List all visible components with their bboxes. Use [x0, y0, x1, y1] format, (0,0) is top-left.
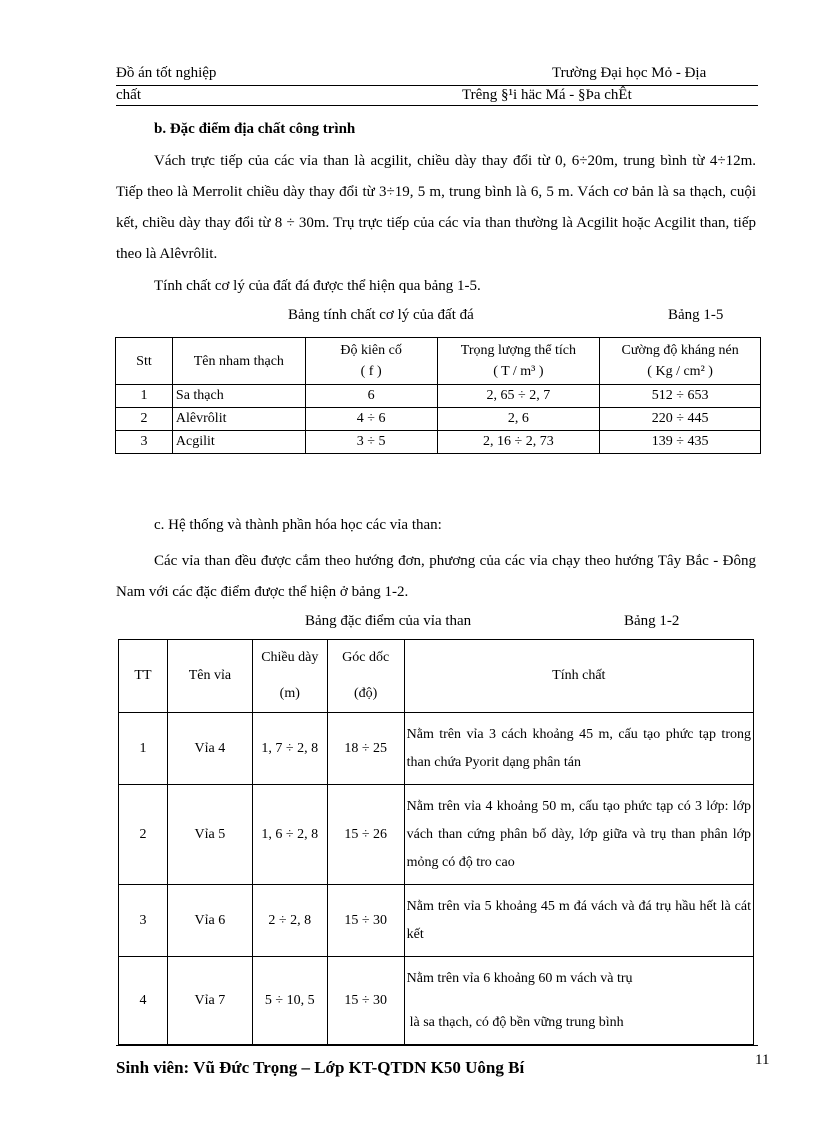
table2-cell-name: Vỉa 4 — [167, 713, 252, 785]
table2-caption: Bảng đặc điểm của vỉa than — [305, 613, 472, 629]
table-row — [119, 713, 754, 785]
table2-header-name: Tên vỉa — [167, 640, 252, 713]
table2-cell-thickness: 1, 6 ÷ 2, 8 — [252, 785, 327, 885]
table1-cell-weight: 2, 16 ÷ 2, 73 — [437, 431, 600, 454]
table2-cell-angle: 15 ÷ 26 — [327, 785, 404, 885]
table1-cell-stt: 2 — [116, 408, 173, 431]
table-row — [119, 785, 754, 885]
table2-cell-angle: 18 ÷ 25 — [327, 713, 404, 785]
section-b-table-intro: Tính chất cơ lý của đất đá được thể hiện qua bảng 1-5. — [154, 278, 481, 294]
table2-cell-tt: 2 — [119, 785, 168, 885]
header-rule-bottom — [116, 105, 758, 106]
table1-cell-strength: 512 ÷ 653 — [600, 385, 761, 408]
table2-cell-angle: 15 ÷ 30 — [327, 957, 404, 1045]
table2-header-angle-unit: (độ) — [354, 686, 378, 701]
table2-cell-property: Nằm trên vỉa 3 cách khoảng 45 m, cấu tạo phức tạp trong than chứa Pyorit dạng phân tán — [404, 713, 753, 785]
table2-header-row — [119, 640, 754, 713]
table1-cell-strength: 139 ÷ 435 — [600, 431, 761, 454]
table1-cell-name: Alêvrôlit — [172, 408, 305, 431]
table2-header-thickness — [252, 640, 327, 713]
section-b-paragraph: Vách trực tiếp của các vỉa than là acgilit, chiều dày thay đổi từ 0, 6÷20m, trung bình từ 4÷12m. Tiếp theo là Merrolit chiều dày thay đổi từ 3÷19, 5 m, trung bình là 6, 5 m. Vách cơ bản là sa thạch, cuội kết, chiều dày thay đổi từ 8 ÷ 30m. Trụ trực tiếp của các vỉa than thường là Acgilit hoặc Acgilit than, tiếp theo là Alêvrôlit. — [116, 153, 756, 262]
table2-header-angle — [327, 640, 404, 713]
table1-header-strength-label: Cường độ kháng nén — [621, 343, 739, 358]
table1-header-stt: Stt — [116, 338, 173, 385]
section-c-heading: c. Hệ thống và thành phần hóa học các vỉa than: — [154, 517, 442, 533]
table-row — [119, 885, 754, 957]
table2-header-thickness-label: Chiều dày — [261, 650, 319, 665]
table1-header-hardness — [305, 338, 437, 385]
table2-cell-tt: 1 — [119, 713, 168, 785]
table-row — [116, 385, 761, 408]
table2-cell-tt: 4 — [119, 957, 168, 1045]
table-row — [116, 408, 761, 431]
page-number: 11 — [755, 1052, 770, 1068]
table1-cell-weight: 2, 6 — [437, 408, 600, 431]
header-left-line1: Đồ án tốt nghiệp — [116, 65, 217, 81]
table-row — [119, 957, 754, 1045]
footer-author: Sinh viên: Vũ Đức Trọng – Lớp KT-QTDN K50 Uông Bí — [116, 1058, 525, 1077]
table1-header-name: Tên nham thạch — [172, 338, 305, 385]
table1-header-strength — [600, 338, 761, 385]
table1-header-strength-unit: ( Kg / cm² ) — [647, 364, 713, 379]
table2-cell-thickness: 5 ÷ 10, 5 — [252, 957, 327, 1045]
table1-header-row — [116, 338, 761, 385]
footer-rule — [116, 1045, 758, 1046]
table1-label: Bảng 1-5 — [668, 307, 724, 323]
header-right-line2: Trêng §¹i häc Má - §Þa chÊt — [462, 87, 632, 103]
table2-header-thickness-unit: (m) — [279, 686, 300, 701]
table2-header-angle-label: Góc dốc — [342, 650, 390, 665]
table2-cell-property: Nằm trên vỉa 4 khoảng 50 m, cấu tạo phức tạp có 3 lớp: lớp vách than cứng phân bố dày, lớp giữa và trụ than phân lớp mỏng có độ tro cao — [404, 785, 753, 885]
table1-header-weight-label: Trọng lượng thể tích — [460, 343, 576, 358]
header-right-line1: Trường Đại học Mỏ - Địa — [552, 65, 707, 81]
header-left-line2: chất — [116, 87, 141, 103]
table2-header-tt: TT — [119, 640, 168, 713]
rock-properties-table — [115, 337, 761, 454]
table1-header-hardness-label: Độ kiên cố — [340, 343, 402, 358]
table1-cell-stt: 1 — [116, 385, 173, 408]
section-b-heading: b. Đặc điểm địa chất công trình — [154, 121, 356, 137]
table1-caption: Bảng tính chất cơ lý của đất đá — [288, 307, 474, 323]
table2-cell-property: Nằm trên vỉa 5 khoảng 45 m đá vách và đá trụ hầu hết là cát kết — [404, 885, 753, 957]
table2-cell-property-line2: là sa thạch, có độ bền vững trung bình — [409, 1014, 624, 1030]
table1-cell-hardness: 6 — [305, 385, 437, 408]
table2-cell-thickness: 1, 7 ÷ 2, 8 — [252, 713, 327, 785]
table2-cell-angle: 15 ÷ 30 — [327, 885, 404, 957]
table2-cell-name: Vỉa 7 — [167, 957, 252, 1045]
table1-cell-weight: 2, 65 ÷ 2, 7 — [437, 385, 600, 408]
table1-header-weight — [437, 338, 600, 385]
table1-cell-hardness: 3 ÷ 5 — [305, 431, 437, 454]
table2-cell-tt: 3 — [119, 885, 168, 957]
table1-header-hardness-unit: ( f ) — [360, 364, 382, 379]
table2-cell-thickness: 2 ÷ 2, 8 — [252, 885, 327, 957]
table1-cell-name: Sa thạch — [172, 385, 305, 408]
table2-cell-property — [404, 957, 753, 1045]
header-rule-top — [116, 85, 758, 86]
table2-cell-name: Vỉa 5 — [167, 785, 252, 885]
table1-cell-strength: 220 ÷ 445 — [600, 408, 761, 431]
table-row — [116, 431, 761, 454]
table1-cell-hardness: 4 ÷ 6 — [305, 408, 437, 431]
table2-cell-property-line1: Nằm trên vỉa 6 khoảng 60 m vách và trụ — [406, 970, 633, 986]
section-c-paragraph: Các vỉa than đều được cắm theo hướng đơn, phương của các vỉa chạy theo hướng Tây Bắc - Đông Nam với các đặc điểm được thể hiện ở bảng 1-2. — [116, 553, 756, 600]
table1-cell-name: Acgilit — [172, 431, 305, 454]
table2-header-property: Tính chất — [404, 640, 753, 713]
table2-cell-name: Vỉa 6 — [167, 885, 252, 957]
coal-seam-table — [118, 639, 754, 1045]
table1-header-weight-unit: ( T / m³ ) — [493, 364, 544, 379]
table2-label: Bảng 1-2 — [624, 613, 680, 629]
table1-cell-stt: 3 — [116, 431, 173, 454]
